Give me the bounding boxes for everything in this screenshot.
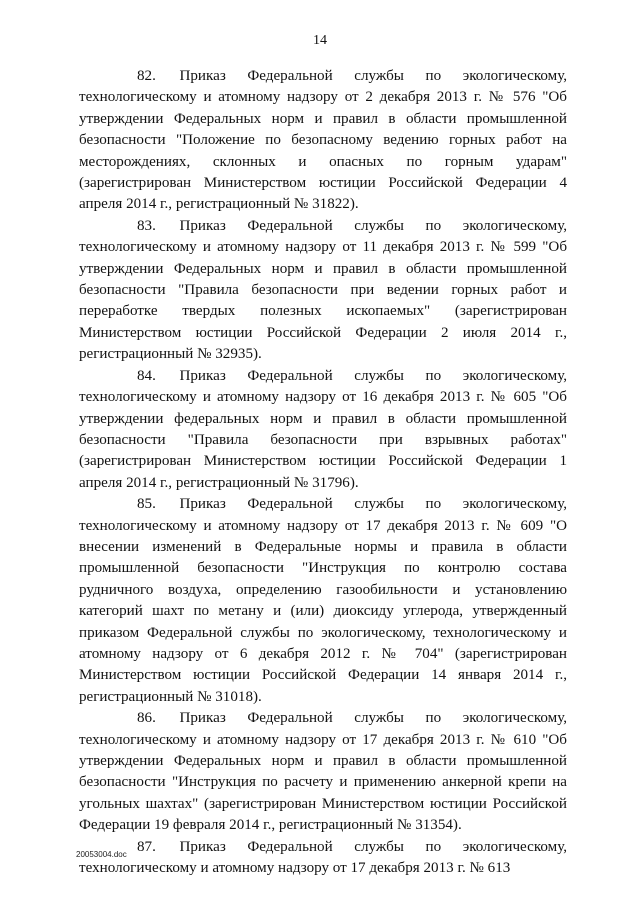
list-item <box>79 366 567 494</box>
list-item <box>79 216 567 366</box>
list-item <box>79 837 567 880</box>
file-name-footer: 20053004.doc <box>76 850 127 859</box>
item-number: 84. <box>137 367 156 384</box>
document-body <box>79 66 567 879</box>
item-text: Приказ Федеральной службы по экологическому, технологическому и атомному надзору от 17 декабря 2013 г. № 609 "О внесении изменений в Федеральные нормы и правила в области промышленной безопасности "Инструкция по контролю состава рудничного воздуха, определению газообильности и установлению категорий шахт по метану и (или) диоксиду углерода, утвержденный приказом Федеральной службы по экологическому, технологическому и атомному надзору от 6 декабря 2012 г. № 704" (зарегистрирован Министерством юстиции Российской Федерации 14 января 2014 г., регистрационный № 31018). <box>79 496 568 705</box>
item-text: Приказ Федеральной службы по экологическому, технологическому и атомному надзору от 17 декабря 2013 г. № 613 <box>79 838 568 877</box>
item-text: Приказ Федеральной службы по экологическому, технологическому и атомному надзору от 17 декабря 2013 г. № 610 "Об утверждении Федеральных норм и правил в области промышленной безопасности "Инструкция по расчету и применению анкерной крепи на угольных шахтах" (зарегистрирован Министерством юстиции Российской Федерации 19 февраля 2014 г., регистрационный № 31354). <box>79 710 568 834</box>
item-number: 83. <box>137 217 156 234</box>
list-item <box>79 66 567 216</box>
item-text: Приказ Федеральной службы по экологическому, технологическому и атомному надзору от 2 декабря 2013 г. № 576 "Об утверждении Федеральных норм и правил в области промышленной безопасности "Положение по безопасному ведению горных работ на месторождениях, склонных и опасных по горным ударам" (зарегистрирован Министерством юстиции Российской Федерации 4 апреля 2014 г., регистрационный № 31822). <box>79 68 568 213</box>
page-number: 14 <box>313 33 327 48</box>
item-number: 87. <box>137 838 156 855</box>
item-number: 86. <box>137 710 156 727</box>
item-number: 82. <box>137 68 156 84</box>
item-text: Приказ Федеральной службы по экологическому, технологическому и атомному надзору от 11 декабря 2013 г. № 599 "Об утверждении Федеральных норм и правил в области промышленной безопасности "Правила безопасности при ведении горных работ и переработке твердых полезных ископаемых" (зарегистрирован Министерством юстиции Российской Федерации 2 июля 2014 г., регистрационный № 32935). <box>79 217 568 363</box>
item-number: 85. <box>137 496 156 513</box>
list-item <box>79 494 567 708</box>
item-text: Приказ Федеральной службы по экологическому, технологическому и атомному надзору от 16 декабря 2013 г. № 605 "Об утверждении федеральных норм и правил в области промышленной безопасности "Правила безопасности при взрывных работах" (зарегистрирован Министерством юстиции Российской Федерации 1 апреля 2014 г., регистрационный № 31796). <box>79 367 568 491</box>
list-item <box>79 708 567 836</box>
